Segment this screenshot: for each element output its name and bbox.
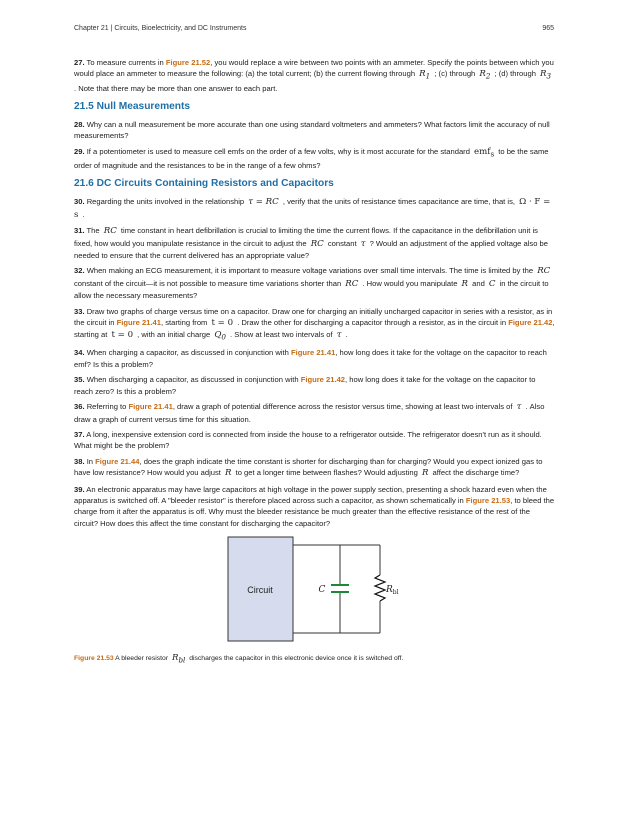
- question-number: 28.: [74, 119, 85, 129]
- math: τ = RC: [248, 197, 279, 208]
- running-header: Chapter 21 | Circuits, Bioelectricity, and DC Instruments: [74, 25, 247, 32]
- resistor-label: $R_{bl}$: [386, 585, 399, 597]
- question-number: 29.: [74, 146, 85, 156]
- math: emf$_s$: [474, 146, 495, 159]
- question-number: 37.: [74, 429, 85, 439]
- question-number: 39.: [74, 484, 85, 494]
- figure-link[interactable]: Figure 21.44: [95, 456, 140, 466]
- math: $R_3$: [540, 69, 552, 82]
- question-30: 30. Regarding the units involved in the relationship τ = RC , verify that the units of resistance times capacitance are time, that is, Ω · F = s .: [74, 197, 551, 220]
- math: Ω · F = s: [74, 197, 551, 220]
- math: $Q_0$: [214, 330, 226, 343]
- math: RC: [310, 238, 324, 249]
- bleeder-resistor: [375, 575, 385, 601]
- question-number: 38.: [74, 456, 85, 466]
- question-number: 31.: [74, 226, 85, 236]
- math: R: [225, 468, 232, 479]
- figure-link[interactable]: Figure 21.42: [300, 375, 346, 385]
- question-number: 30.: [74, 197, 85, 207]
- math: τ: [336, 330, 342, 341]
- math: $R_1$: [419, 69, 431, 82]
- question-number: 33.: [74, 306, 85, 316]
- question-27: 27. To measure currents in Figure 21.52, you would replace a wire between two points with an ammeter. Specify the points between which you would place an ammeter to measure the following: (a) the total current; (b) the current flowing through $R_1$ ; (c) through $R_2$ ; (d) through $R_3$ . Note that there may be more than one answer to each part.: [74, 58, 554, 93]
- math: C: [488, 278, 496, 289]
- question-37: 37. A long, inexpensive extension cord is connected from inside the house to a refrigerator outside. The refrigerator doesn't run as it should. What might be the problem?: [74, 429, 542, 451]
- bleeder-circuit-diagram: [228, 537, 399, 643]
- question-number: 35.: [74, 375, 85, 385]
- math: t = 0: [211, 317, 234, 328]
- figure-link[interactable]: Figure 21.41: [128, 402, 173, 412]
- math: $R_2$: [479, 69, 491, 82]
- section-heading: 21.5 Null Measurements: [74, 100, 191, 112]
- figure-link[interactable]: Figure 21.53: [465, 495, 511, 505]
- question-number: 27.: [74, 58, 85, 67]
- question-number: 36.: [74, 402, 85, 412]
- question-35: 35. When discharging a capacitor, as discussed in conjunction with Figure 21.42, how long does it take for the voltage on the capacitor to reach zero? Is this a problem?: [74, 375, 536, 396]
- figure-link[interactable]: Figure 21.52: [165, 58, 211, 67]
- question-38: 38. In Figure 21.44, does the graph indicate the time constant is shorter for discharging than for charging? Would you expect ionized gas to have low resistance? How would you adjust R to get a longer time between flashes? Would adjusting R affect the discharge time?: [74, 456, 543, 479]
- question-number: 34.: [74, 348, 85, 358]
- question-29: 29. If a potentiometer is used to measure cell emfs on the order of a few volts, why is it most accurate for the standard emf$_s$ to be the same order of magnitude and the resistances to be in the range of a few ohms?: [74, 146, 549, 170]
- question-39: 39. An electronic apparatus may have large capacitors at high voltage in the power supply section, presenting a shock hazard even when the apparatus is switched off. A "bleeder resistor" is therefore placed across such a capacitor, as shown schematically in Figure 21.53, to bleed the charge from it after the apparatus is off. Why must the bleeder resistance be much greater than the effective resistance of the rest of the circuit? How does this affect the time constant for discharging the capacitor?: [74, 484, 555, 528]
- figure-caption: Figure 21.53 A bleeder resistor $R_{bl}$ discharges the capacitor in this electronic device once it is switched off.: [74, 653, 404, 665]
- question-32: 32. When making an ECG measurement, it is important to measure voltage variations over small time intervals. The time is limited by the RC constant of the circuit—it is not possible to measure time variations shorter than RC . How would you manipulate R and C in the circuit to allow the necessary measurements?: [74, 266, 551, 301]
- figure-21-53: [74, 533, 556, 649]
- capacitor-label: C: [318, 585, 326, 596]
- question-31: 31. The RC time constant in heart defibrillation is crucial to limiting the time the current flows. If the capacitance in the defibrillation unit is fixed, how would you manipulate resistance in the circuit to adjust the RC constant τ ? Would an adjustment of the applied voltage also be needed to ensure that the current delivered has an appropriate value?: [74, 226, 548, 260]
- page-number: 965: [542, 25, 554, 32]
- math: t = 0: [111, 330, 134, 341]
- math: RC: [537, 266, 551, 277]
- math: RC: [345, 278, 359, 289]
- figure-link[interactable]: Figure 21.41: [291, 348, 336, 358]
- math: R: [421, 468, 429, 479]
- page-content: [74, 57, 556, 673]
- figure-label: Figure 21.53: [74, 655, 114, 663]
- figure-link[interactable]: Figure 21.41: [116, 317, 161, 327]
- question-36: 36. Referring to Figure 21.41, draw a graph of potential difference across the resistor versus time, showing at least two intervals of τ . Also draw a graph of current versus time for this situation.: [74, 402, 545, 424]
- question-33: 33. Draw two graphs of charge versus time on a capacitor. Draw one for charging an initially uncharged capacitor in series with a resistor, as in the circuit in Figure 21.41, starting from t = 0 . Draw the other for discharging a capacitor through a resistor, as in the circuit in Figure 21.42, starting at t = 0 , with an initial charge $Q_0$ . Show at least two intervals of τ .: [74, 306, 555, 343]
- question-number: 32.: [74, 266, 85, 276]
- math: $R_{bl}$: [171, 653, 186, 665]
- question-28: 28. Why can a null measurement be more accurate than one using standard voltmeters and ammeters? What factors limit the accuracy of null measurements?: [74, 119, 550, 141]
- math: R: [461, 278, 469, 289]
- section-heading: 21.6 DC Circuits Containing Resistors and Capacitors: [74, 178, 334, 190]
- circuit-box-label: Circuit: [247, 585, 273, 596]
- figure-link[interactable]: Figure 21.42: [508, 317, 553, 327]
- question-34: 34. When charging a capacitor, as discussed in conjunction with Figure 21.41, how long does it take for the voltage on the capacitor to reach emf? Is this a problem?: [74, 348, 547, 369]
- math: τ: [360, 238, 366, 249]
- math: RC: [103, 226, 117, 237]
- math: τ: [516, 402, 522, 413]
